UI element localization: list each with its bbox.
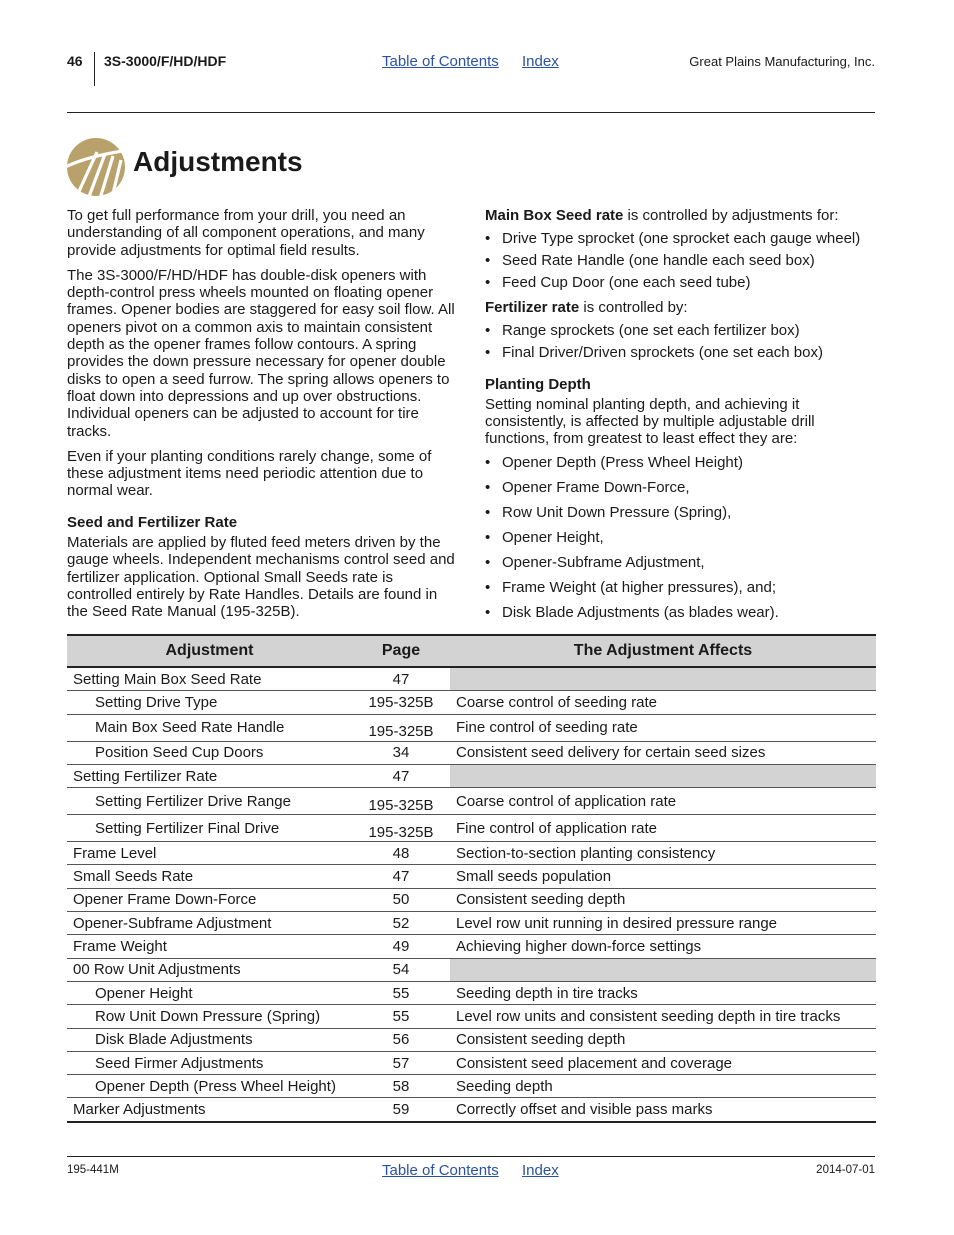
adjustment-cell: Setting Fertilizer Drive Range [67, 788, 352, 815]
table-row [67, 958, 876, 981]
page-cell: 58 [352, 1075, 450, 1098]
affects-cell: Achieving higher down-force settings [450, 935, 876, 958]
column-header-page: Page [352, 635, 450, 667]
list-item: • Row Unit Down Pressure (Spring), [485, 504, 875, 521]
page-cell: 57 [352, 1051, 450, 1074]
adjustment-cell: Opener-Subframe Adjustment [67, 912, 352, 935]
page-cell: 56 [352, 1028, 450, 1051]
table-row [67, 1075, 876, 1098]
list-item: • Range sprockets (one set each fertilizer box) [485, 322, 875, 339]
adjustment-cell: Position Seed Cup Doors [67, 741, 352, 764]
page-cell: 47 [352, 667, 450, 691]
affects-cell: Consistent seed placement and coverage [450, 1051, 876, 1074]
header-rule [67, 112, 875, 113]
page-cell: 50 [352, 888, 450, 911]
intro-paragraph: To get full performance from your drill, you need an understanding of all component operations, and many provide adjustments for optimal field results. [67, 207, 425, 259]
page-cell: 52 [352, 912, 450, 935]
table-row [67, 981, 876, 1004]
footer-index-link[interactable]: Index [522, 1162, 559, 1179]
affects-cell: Consistent seeding depth [450, 888, 876, 911]
table-row [67, 691, 876, 714]
adjustment-cell: Disk Blade Adjustments [67, 1028, 352, 1051]
adjustment-cell: Frame Level [67, 842, 352, 865]
table-row [67, 788, 876, 815]
page-cell: 195-325B [352, 815, 450, 842]
left-column [67, 207, 457, 629]
meters-paragraph: Materials are applied by fluted feed meters driven by the gauge wheels. Independent mechanisms control seed and fertilizer application. Optional Small Seeds rate is controlled entirely by Rate Handles. Details are found in the Seed Rate Manual (195-325B). [67, 534, 455, 621]
page-cell: 195-325B [352, 691, 450, 714]
table-row [67, 1098, 876, 1122]
table-row [67, 1005, 876, 1028]
publication-date: 2014-07-01 [816, 1164, 875, 1176]
adjustment-cell: 00 Row Unit Adjustments [67, 958, 352, 981]
table-row [67, 1028, 876, 1051]
table-row [67, 714, 876, 741]
affects-cell: Consistent seeding depth [450, 1028, 876, 1051]
fertilizer-text: is controlled by: [579, 299, 688, 317]
page-cell: 47 [352, 865, 450, 888]
table-row [67, 888, 876, 911]
table-row [67, 912, 876, 935]
page-cell: 55 [352, 1005, 450, 1028]
list-item: • Disk Blade Adjustments (as blades wear). [485, 604, 875, 621]
document-number: 195-441M [67, 1164, 119, 1176]
company-name: Great Plains Manufacturing, Inc. [689, 54, 875, 69]
page-cell: 195-325B [352, 788, 450, 815]
affects-cell [450, 764, 876, 787]
adjustment-cell: Setting Fertilizer Rate [67, 764, 352, 787]
affects-cell: Section-to-section planting consistency [450, 842, 876, 865]
main-box-text: is controlled by adjustments for: [623, 207, 839, 224]
table-row [67, 764, 876, 787]
column-header-affects: The Adjustment Affects [450, 635, 876, 667]
adjustment-cell: Setting Drive Type [67, 691, 352, 714]
table-row [67, 1051, 876, 1074]
table-row [67, 865, 876, 888]
list-item: • Opener Height, [485, 529, 875, 546]
list-item: • Opener Frame Down-Force, [485, 479, 875, 496]
adjustment-cell: Main Box Seed Rate Handle [67, 714, 352, 741]
page-title: Adjustments [133, 146, 303, 177]
page-cell: 59 [352, 1098, 450, 1122]
wear-paragraph: Even if your planting conditions rarely change, some of these adjustment items need periodic attention due to normal wear. [67, 447, 432, 500]
fertilizer-intro [485, 299, 875, 316]
adjustment-cell: Small Seeds Rate [67, 865, 352, 888]
list-item: • Frame Weight (at higher pressures), and; [485, 579, 875, 596]
openers-paragraph: The 3S-3000/F/HD/HDF has double-disk openers with depth-control press wheels mounted on floating opener frames. Opener bodies are staggered for easy soil flow. All openers pivot on a common axis to maintain consistent depth as the opener frames follow contours. A spring provides the down pressure necessary for opener double disks to open a seed furrow. The spring allows openers to float down into depressions and up over obstructions. Individual openers can be adjusted to account for tire tracks. [67, 266, 455, 440]
table-row [67, 842, 876, 865]
seed-fertilizer-heading: Seed and Fertilizer Rate [67, 513, 238, 531]
column-header-adjustment: Adjustment [67, 635, 352, 667]
adjustments-table [67, 634, 876, 1123]
planting-depth-list [485, 454, 875, 621]
list-item: • Opener Depth (Press Wheel Height) [485, 454, 875, 471]
list-item: • Opener-Subframe Adjustment, [485, 554, 875, 571]
page-cell: 47 [352, 764, 450, 787]
footer-rule [67, 1156, 875, 1157]
adjustment-cell: Frame Weight [67, 935, 352, 958]
affects-cell: Seeding depth [450, 1075, 876, 1098]
affects-cell: Coarse control of seeding rate [450, 691, 876, 714]
adjustment-cell: Seed Firmer Adjustments [67, 1051, 352, 1074]
table-row [67, 667, 876, 691]
page-cell: 195-325B [352, 714, 450, 741]
table-header-row [67, 635, 876, 667]
fertilizer-list [485, 322, 875, 361]
affects-cell: Consistent seed delivery for certain seed sizes [450, 741, 876, 764]
affects-cell: Correctly offset and visible pass marks [450, 1098, 876, 1122]
page-number: 46 [67, 53, 83, 69]
index-link[interactable]: Index [522, 53, 559, 70]
table-row [67, 935, 876, 958]
list-item: • Drive Type sprocket (one sprocket each gauge wheel) [485, 230, 875, 247]
main-box-intro [485, 207, 875, 224]
table-of-contents-link[interactable]: Table of Contents [382, 53, 499, 70]
main-box-list [485, 230, 875, 291]
adjustment-cell: Opener Height [67, 981, 352, 1004]
fertilizer-label: Fertilizer rate [485, 299, 580, 317]
table-row [67, 815, 876, 842]
planting-depth-paragraph: Setting nominal planting depth, and achieving it consistently, is affected by multiple adjustable drill functions, from greatest to least effect they are: [485, 395, 815, 448]
main-box-label: Main Box Seed rate [485, 207, 624, 224]
affects-cell: Level row unit running in desired pressure range [450, 912, 876, 935]
right-column [485, 207, 875, 621]
adjustment-cell: Marker Adjustments [67, 1098, 352, 1122]
affects-cell: Fine control of application rate [450, 815, 876, 842]
adjustment-cell: Opener Depth (Press Wheel Height) [67, 1075, 352, 1098]
planting-depth-heading: Planting Depth [485, 375, 591, 393]
footer-table-of-contents-link[interactable]: Table of Contents [382, 1162, 499, 1179]
affects-cell: Level row units and consistent seeding depth in tire tracks [450, 1005, 876, 1028]
affects-cell [450, 958, 876, 981]
adjustment-cell: Opener Frame Down-Force [67, 888, 352, 911]
page-cell: 48 [352, 842, 450, 865]
adjustment-cell: Setting Main Box Seed Rate [67, 667, 352, 691]
page-cell: 54 [352, 958, 450, 981]
list-item: • Final Driver/Driven sprockets (one set each box) [485, 344, 875, 361]
affects-cell [450, 667, 876, 691]
table-row [67, 741, 876, 764]
affects-cell: Small seeds population [450, 865, 876, 888]
page-cell: 55 [352, 981, 450, 1004]
header-divider [94, 52, 95, 86]
page-cell: 34 [352, 741, 450, 764]
affects-cell: Coarse control of application rate [450, 788, 876, 815]
page-cell: 49 [352, 935, 450, 958]
adjustment-cell: Row Unit Down Pressure (Spring) [67, 1005, 352, 1028]
list-item: • Seed Rate Handle (one handle each seed box) [485, 252, 875, 269]
affects-cell: Fine control of seeding rate [450, 714, 876, 741]
adjustment-cell: Setting Fertilizer Final Drive [67, 815, 352, 842]
list-item: • Feed Cup Door (one each seed tube) [485, 274, 875, 291]
affects-cell: Seeding depth in tire tracks [450, 981, 876, 1004]
great-plains-logo-icon [67, 138, 125, 196]
model-name: 3S-3000/F/HD/HDF [104, 53, 227, 69]
